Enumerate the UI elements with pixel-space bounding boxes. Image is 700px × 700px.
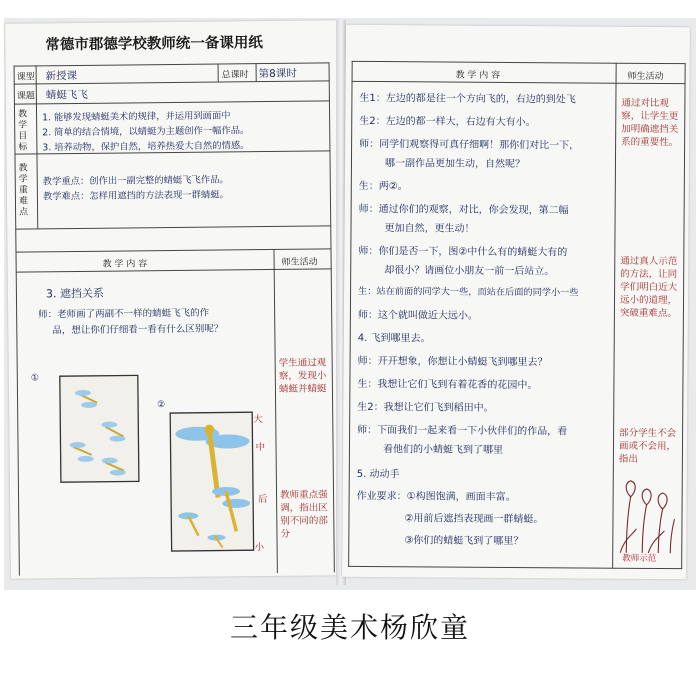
- label-small: 小: [254, 542, 265, 554]
- lesson-line: 师：开开想象，你想让小蜻蜓飞到哪里去？: [357, 355, 548, 369]
- lesson-line: 生：两②。: [358, 180, 408, 193]
- lesson-line: 师：同学们观察得可真仔细啊！那你们对比一下，: [359, 138, 580, 152]
- section-heading: 3. 遮挡关系: [45, 286, 104, 301]
- drawing-label-1: ①: [30, 373, 39, 384]
- col-content-header: 教 学 内 容: [455, 70, 501, 81]
- lesson-line: 作业要求：①构图饱满，画面丰富。: [356, 490, 516, 504]
- key-line: 教学难点：怎样用遮挡的方法表现一群蜻蜓。: [42, 189, 229, 203]
- drawing-one: [59, 374, 140, 483]
- label-topic: 课题: [16, 91, 35, 102]
- tulip-sketch: [618, 479, 679, 555]
- goal-line: 2. 简单的结合情境，以蜻蜓为主题创作一幅作品。: [42, 125, 250, 139]
- lesson-line: 生：我想让它们飞到有着花香的花园中。: [357, 378, 538, 392]
- side-note: 教师示范: [622, 553, 657, 564]
- lesson-line: 师：下面我们一起来看一下小伙伴们的作品，看: [357, 424, 568, 438]
- value-total: 第8课时: [258, 67, 297, 81]
- side-note: 通过对比观察，让学生更加明确遮挡关系的重要性。: [621, 97, 679, 149]
- form-title: 常德市郡德学校教师统一备课用纸: [45, 34, 263, 54]
- label-keys: 教学重难点: [18, 163, 29, 218]
- value-topic: 蜻蜓飞飞: [45, 88, 88, 102]
- teacher-question-line: 品，想让你们仔细看一看有什么区别呢？: [52, 323, 224, 337]
- right-page: [342, 25, 690, 579]
- label-type: 课型: [16, 72, 35, 83]
- caption: 三年级美术杨欣童: [229, 611, 470, 644]
- drawing-two: [169, 411, 254, 552]
- value-type: 新授课: [45, 70, 78, 83]
- lesson-line: 生1：左边的都是往一个方向飞的，右边的到处飞: [359, 92, 576, 106]
- lesson-line: 看他们的小蜻蜓飞到了哪里: [382, 444, 504, 456]
- lesson-line: 5. 动动手: [356, 468, 400, 481]
- lesson-line: 4. 飞到哪里去。: [357, 332, 431, 345]
- col-activity-header: 师生活动: [627, 71, 664, 83]
- col-content-header: 教 学 内 容: [102, 259, 148, 270]
- lesson-line: 却很小？请画位小朋友一前一后站立。: [384, 265, 555, 278]
- key-line: 教学重点：创作出一副完整的蜻蜓飞飞作品。: [42, 174, 229, 188]
- drawing-label-2: ②: [157, 400, 166, 411]
- label-goals: 教学目标: [18, 109, 28, 153]
- lesson-line: 生2：左边的都一样大，右边有大有小。: [359, 115, 536, 129]
- goal-line: 1. 能够发现蜻蜓美术的规律，并运用到画面中: [42, 110, 231, 124]
- label-big: 大: [253, 414, 263, 426]
- lesson-line: 哪一副作品更加生动，自然呢？: [384, 158, 525, 171]
- lesson-line: 师：通过你们的观察，对比，你会发现，第二幅: [358, 203, 569, 217]
- side-note: 学生通过观察，发现小蜻蜓并蜻蜓: [278, 357, 327, 395]
- goal-line: 3. 培养动物，保护自然，培养热爱大自然的情感。: [42, 140, 250, 154]
- label-back: 后: [258, 494, 268, 506]
- lesson-line: 师：这个就叫做近大远小。: [357, 309, 478, 322]
- lesson-line: 生2：我想让它们飞到稻田中。: [357, 401, 494, 414]
- side-note: 教师重点强调，指出区别不同的部分: [279, 489, 328, 540]
- lesson-line: 更加自然，更生动！: [384, 223, 475, 235]
- lesson-line: 生：站在前面的同学大一些，而站在后面的同学小一些: [358, 285, 579, 299]
- left-page: [5, 20, 343, 578]
- lesson-line: ③你们的蜻蜓飞到了哪里？: [404, 535, 524, 548]
- side-note: 部分学生不会画或不会用，指出: [618, 427, 677, 465]
- label-mid: 中: [255, 442, 266, 454]
- teacher-question-line: 师：老师画了两副不一样的蜻蜓飞飞的作: [38, 307, 210, 321]
- side-note: 通过真人示范的方法，让同学们明白近大远小的道理，突破重难点。: [619, 255, 678, 320]
- col-activity-header: 师生活动: [281, 257, 318, 268]
- lesson-line: 师：你们是否一下，图②中什么有的蜻蜓大有的: [358, 245, 568, 259]
- label-total: 总课时: [221, 70, 249, 81]
- lesson-line: ②用前后遮挡表现画一群蜻蜓。: [404, 513, 544, 526]
